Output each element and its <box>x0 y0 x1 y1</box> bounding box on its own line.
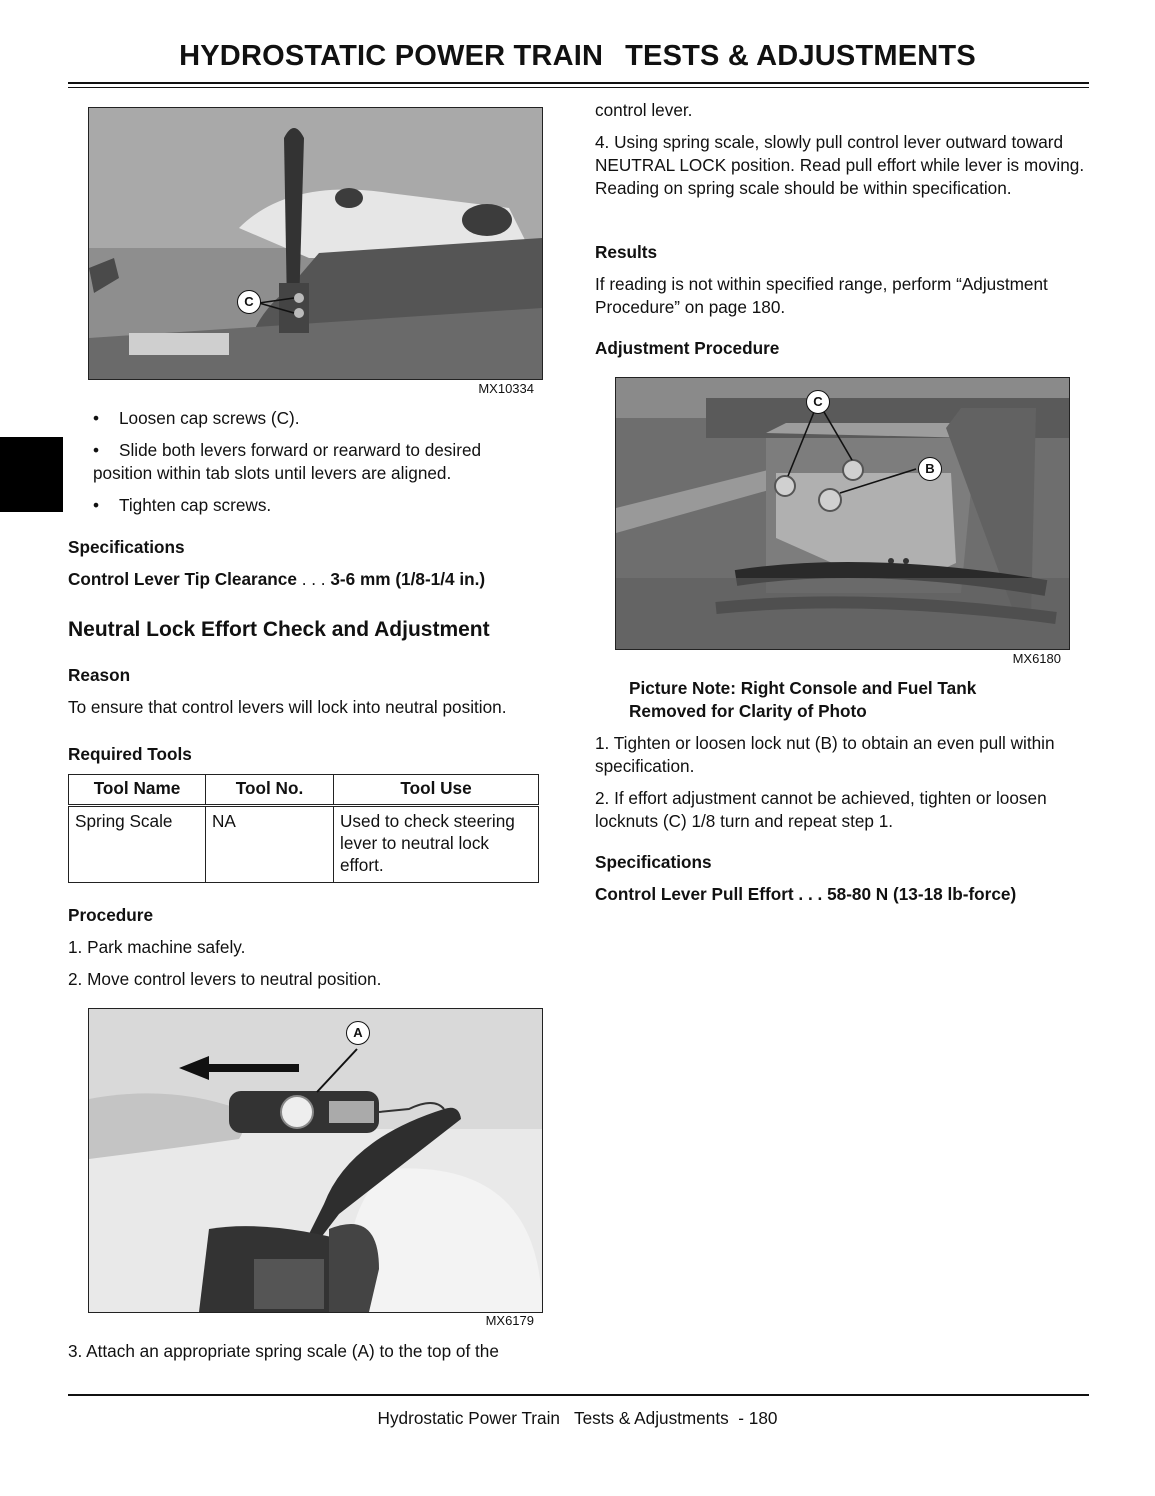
figure-id-mx6179: MX6179 <box>485 1313 534 1328</box>
callout-a: A <box>346 1021 370 1045</box>
procedure-step-3-cont: control lever. <box>595 100 693 120</box>
cell-tool-name: Spring Scale <box>69 806 206 883</box>
figure-lock-nuts-photo <box>616 378 1069 649</box>
figure-lever-cap-screws <box>88 107 543 380</box>
figure-lock-nuts <box>615 377 1070 650</box>
required-tools-table <box>68 774 539 883</box>
col-tool-use: Tool Use <box>334 775 539 806</box>
footer-rule <box>68 1394 1089 1396</box>
callout-c: C <box>806 390 830 414</box>
specifications-heading-right: Specifications <box>595 852 712 872</box>
spec-dots: . . . <box>301 569 326 589</box>
procedure-step-2: 2. Move control levers to neutral position. <box>68 969 382 989</box>
procedure-step-4: 4. Using spring scale, slowly pull control lever outward toward NEUTRAL LOCK position. Read pull effort while lever is moving. Reading on spring scale should be within specification. <box>595 132 1085 198</box>
results-heading: Results <box>595 242 658 262</box>
adjustment-procedure-heading: Adjustment Procedure <box>595 338 780 358</box>
section-thumb-tab <box>0 437 63 512</box>
bullet-mark: • <box>93 440 100 460</box>
page-footer: Hydrostatic Power Train Tests & Adjustments - 180 <box>377 1408 778 1428</box>
procedure-step-1: 1. Park machine safely. <box>68 937 246 957</box>
title-part-1: HYDROSTATIC POWER TRAIN <box>179 40 604 72</box>
page-title <box>0 40 1155 73</box>
procedure-heading: Procedure <box>68 905 154 925</box>
spec-label: Control Lever Pull Effort <box>595 884 794 904</box>
reason-heading: Reason <box>68 665 131 685</box>
bullet-mark: • <box>93 408 100 428</box>
figure-lever-cap-screws-photo <box>89 108 542 379</box>
col-tool-name: Tool Name <box>69 775 206 806</box>
adjustment-step-2: 2. If effort adjustment cannot be achieved, tighten or loosen locknuts (C) 1/8 turn and repeat step 1. <box>595 788 1047 831</box>
spec-dots: . . . <box>798 884 823 904</box>
procedure-step-3: 3. Attach an appropriate spring scale (A) to the top of the <box>68 1341 499 1361</box>
header-rule-thin <box>68 87 1089 88</box>
cell-tool-use: Used to check steering lever to neutral lock effort. <box>334 806 539 883</box>
spec-control-lever-pull-effort <box>595 883 1090 906</box>
callout-c: C <box>237 290 261 314</box>
col-tool-no: Tool No. <box>206 775 334 806</box>
spec-value: 3-6 mm (1/8-1/4 in.) <box>330 569 486 589</box>
bullet-tighten-cap-screws: Tighten cap screws. <box>119 495 272 515</box>
cell-tool-no: NA <box>206 806 334 883</box>
figure-id-mx6180: MX6180 <box>1012 651 1061 666</box>
table-row <box>69 806 539 883</box>
figure-spring-scale-photo <box>89 1009 542 1312</box>
spec-label: Control Lever Tip Clearance <box>68 569 297 589</box>
adjustment-step-1: 1. Tighten or loosen lock nut (B) to obtain an even pull within specification. <box>595 733 1055 776</box>
figure-id-mx10334: MX10334 <box>478 381 534 396</box>
section-title: Neutral Lock Effort Check and Adjustment <box>68 618 490 641</box>
spec-value: 58-80 N (13-18 lb-force) <box>827 884 1017 904</box>
bullet-mark: • <box>93 495 100 515</box>
title-part-2: TESTS & ADJUSTMENTS <box>625 40 976 72</box>
callout-b: B <box>918 457 942 481</box>
reason-text: To ensure that control levers will lock into neutral position. <box>68 697 507 717</box>
table-header-row <box>69 775 539 806</box>
spec-control-lever-tip-clearance <box>68 568 548 591</box>
header-rule-thick <box>68 82 1089 84</box>
bullet-loosen-cap-screws: Loosen cap screws (C). <box>119 408 300 428</box>
bullet-slide-levers: Slide both levers forward or rearward to desired position within tab slots until levers are aligned. <box>93 440 482 483</box>
specifications-heading: Specifications <box>68 537 185 557</box>
results-text: If reading is not within specified range, perform “Adjustment Procedure” on page 180. <box>595 274 1048 317</box>
picture-note: Picture Note: Right Console and Fuel Tank Removed for Clarity of Photo <box>629 678 977 721</box>
figure-spring-scale <box>88 1008 543 1313</box>
required-tools-heading: Required Tools <box>68 744 192 764</box>
